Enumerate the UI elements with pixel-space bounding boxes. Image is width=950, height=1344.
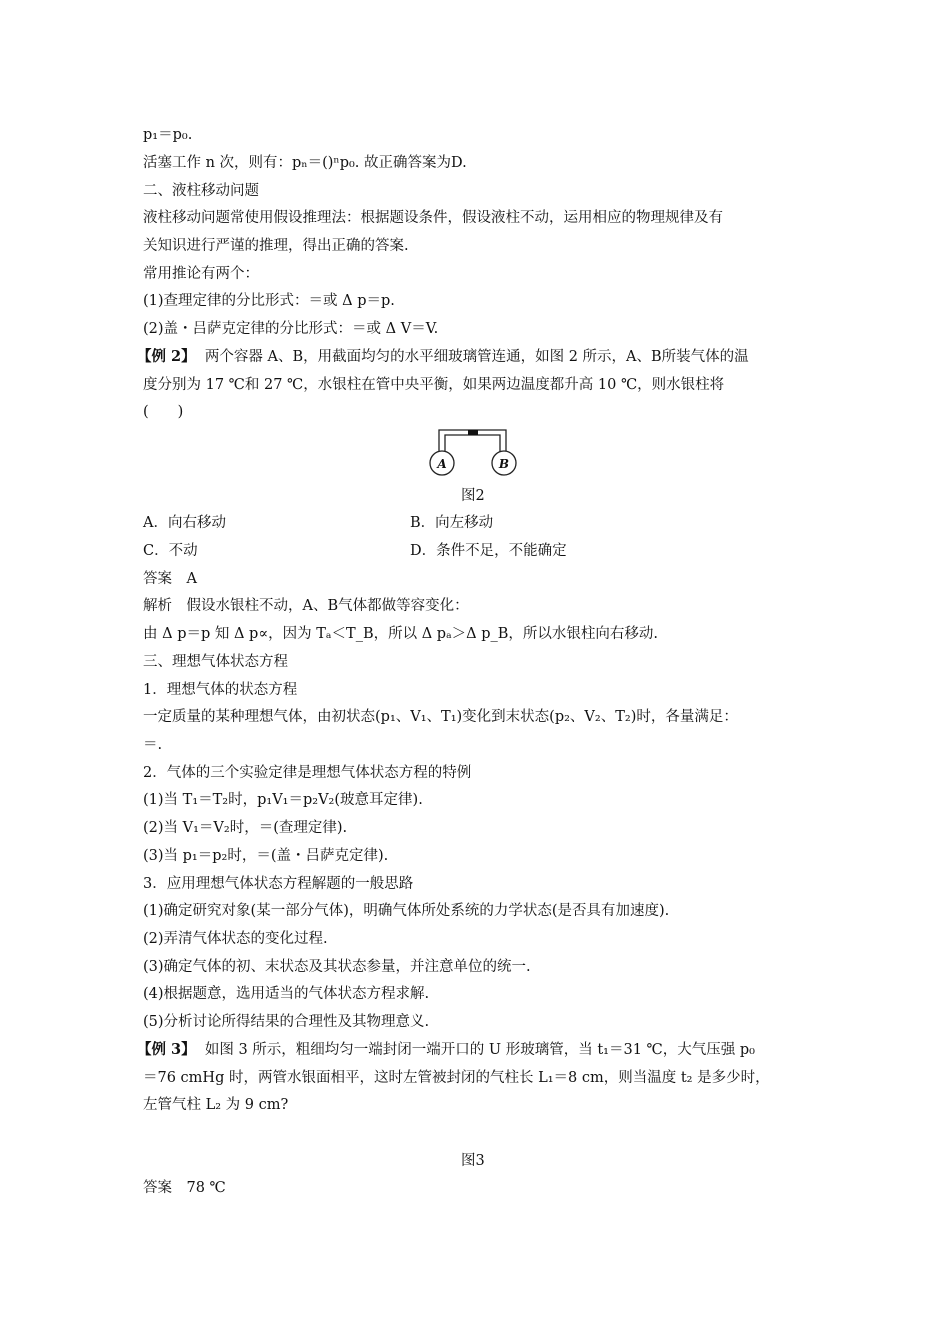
text-line: 液柱移动问题常使用假设推理法：根据题设条件，假设液柱不动，运用相应的物理规律及有	[143, 210, 723, 226]
text-line: 度分别为 17 ℃和 27 ℃，水银柱在管中央平衡，如果两边温度都升高 10 ℃，则水银柱将	[143, 377, 725, 393]
text-line: (2)盖・吕萨克定律的分比形式：＝或 Δ V＝V.	[143, 321, 439, 337]
text-line: (2)弄清气体状态的变化过程.	[143, 931, 328, 947]
text-line: (1)查理定律的分比形式：＝或 Δ p＝p.	[143, 293, 395, 309]
text-line: (3)当 p₁＝p₂时，＝(盖・吕萨克定律).	[143, 848, 389, 864]
container-b-label: B	[498, 457, 510, 471]
text-line: ＝76 cmHg 时，两管水银面相平，这时左管被封闭的气柱长 L₁＝8 cm，则当温度 t₂ 是多少时，	[143, 1070, 770, 1086]
text-line: (4)根据题意，选用适当的气体状态方程求解.	[143, 986, 430, 1002]
option-d: D．条件不足，不能确定	[410, 543, 567, 559]
text-line: (5)分析讨论所得结果的合理性及其物理意义.	[143, 1014, 430, 1030]
text-line: ＝.	[143, 737, 163, 753]
figure-2-caption: 图2	[461, 488, 485, 504]
example-2-line-1	[137, 347, 749, 367]
section-heading: 三、理想气体状态方程	[143, 654, 288, 670]
option-c: C．不动	[143, 543, 198, 559]
text-line: (1)当 T₁＝T₂时，p₁V₁＝p₂V₂(玻意耳定律).	[143, 792, 423, 808]
example-text: 如图 3 所示，粗细均匀一端封闭一端开口的 U 形玻璃管，当 t₁＝31 ℃，大气压强 p₀	[204, 1042, 755, 1058]
text-line: ( )	[143, 404, 184, 420]
example-tag: 【例 2】	[137, 348, 196, 365]
subsection-heading: 2．气体的三个实验定律是理想气体状态方程的特例	[143, 765, 472, 781]
example-3-line-1	[137, 1040, 755, 1060]
analysis-2-line-2: 由 Δ p＝p 知 Δ p∝，因为 Tₐ＜T_B，所以 Δ pₐ＞Δ p_B，所以水银柱向右移动.	[143, 626, 659, 642]
text-line: 左管气柱 L₂ 为 9 cm?	[143, 1097, 289, 1113]
subsection-heading: 3．应用理想气体状态方程解题的一般思路	[143, 876, 414, 892]
figure-2-diagram	[425, 425, 525, 481]
answer-3: 答案 78 ℃	[143, 1180, 226, 1196]
text-line: 关知识进行严谨的推理，得出正确的答案.	[143, 238, 409, 254]
subsection-heading: 1．理想气体的状态方程	[143, 682, 298, 698]
text-line: (3)确定气体的初、末状态及其状态参量，并注意单位的统一.	[143, 959, 531, 975]
text-line: 一定质量的某种理想气体，由初状态(p₁、V₁、T₁)变化到末状态(p₂、V₂、T₂)时，各量满足：	[143, 709, 738, 725]
text-line: 活塞工作 n 次，则有：pₙ＝()ⁿp₀. 故正确答案为D.	[143, 155, 467, 171]
analysis-2-line-1: 解析 假设水银柱不动，A、B气体都做等容变化：	[143, 598, 469, 614]
example-tag: 【例 3】	[137, 1041, 196, 1058]
option-a: A．向右移动	[143, 515, 226, 531]
section-heading: 二、液柱移动问题	[143, 183, 259, 199]
container-a-label: A	[437, 457, 447, 471]
text-line: p₁＝p₀.	[143, 127, 193, 143]
text-line: (2)当 V₁＝V₂时，＝(查理定律).	[143, 820, 348, 836]
example-text: 两个容器 A、B，用截面均匀的水平细玻璃管连通，如图 2 所示，A、B所装气体的温	[204, 349, 749, 365]
text-line: (1)确定研究对象(某一部分气体)，明确气体所处系统的力学状态(是否具有加速度).	[143, 903, 670, 919]
figure-3-caption: 图3	[461, 1153, 485, 1169]
option-b: B．向左移动	[410, 515, 494, 531]
mercury-column	[468, 430, 478, 435]
text-line: 常用推论有两个：	[143, 266, 259, 282]
answer-2: 答案 A	[143, 571, 197, 587]
